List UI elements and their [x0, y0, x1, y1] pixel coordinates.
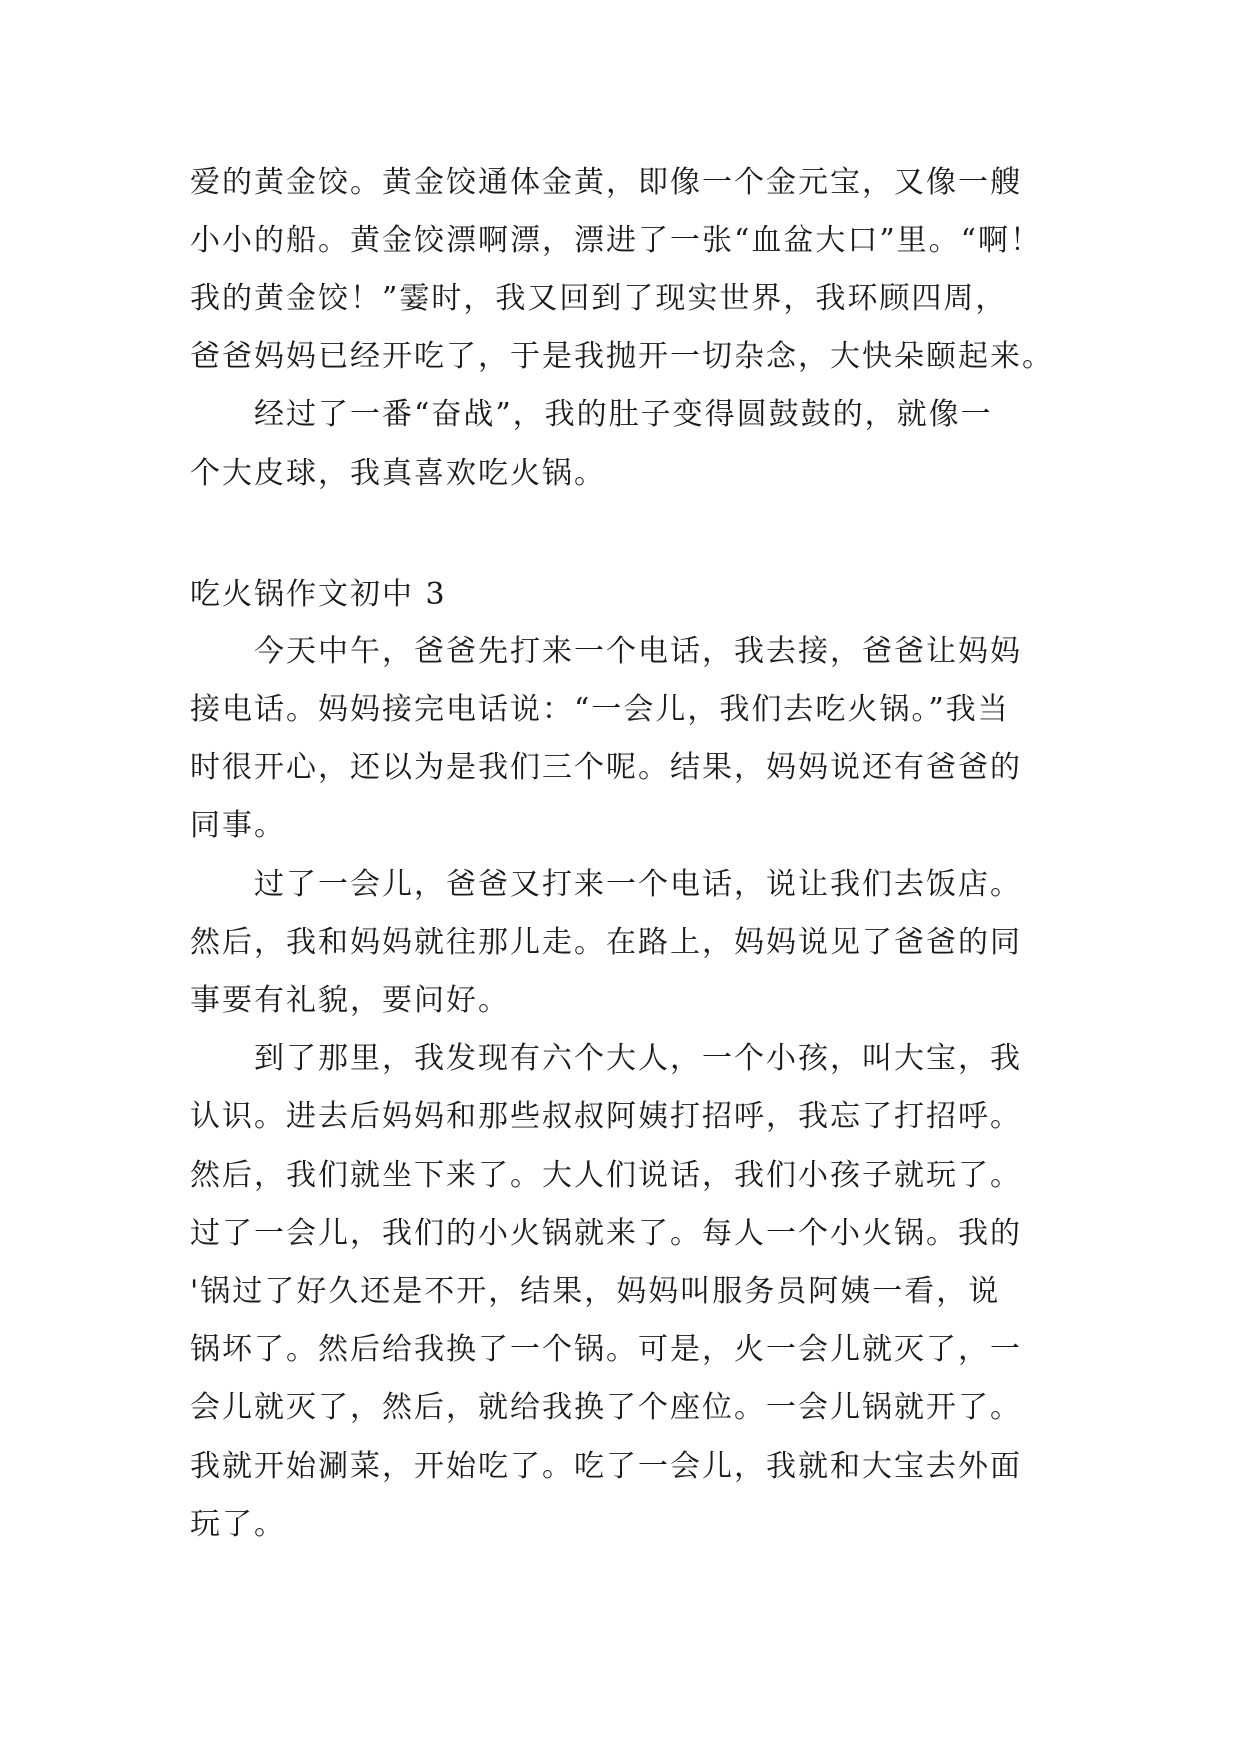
text-line: 经过了一番“奋战”，我的肚子变得圆鼓鼓的，就像一 — [190, 397, 993, 432]
section-heading: 吃火锅作文初中 3 — [190, 577, 447, 612]
text-line: 爱的黄金饺。黄金饺通体金黄，即像一个金元宝，又像一艘 — [190, 165, 1022, 200]
text-line: 我的黄金饺！”霎时，我又回到了现实世界，我环顾四周， — [190, 281, 1008, 316]
text-line: 爸爸妈妈已经开吃了，于是我抛开一切杂念，大快朵颐起来。 — [190, 339, 1054, 374]
text-line: 锅坏了。然后给我换了一个锅。可是，火一会儿就灭了，一 — [190, 1332, 1022, 1367]
text-line: 事要有礼貌，要问好。 — [190, 983, 510, 1018]
text-line: 时很开心，还以为是我们三个呢。结果，妈妈说还有爸爸的 — [190, 750, 1022, 785]
text-line: '锅过了好久还是不开，结果，妈妈叫服务员阿姨一看，说 — [190, 1274, 1001, 1309]
text-line: 过了一会儿，我们的小火锅就来了。每人一个小火锅。我的 — [190, 1216, 1022, 1251]
text-line: 今天中午，爸爸先打来一个电话，我去接，爸爸让妈妈 — [190, 634, 1022, 669]
text-line: 会儿就灭了，然后，就给我换了个座位。一会儿锅就开了。 — [190, 1390, 1022, 1425]
text-line: 然后，我们就坐下来了。大人们说话，我们小孩子就玩了。 — [190, 1158, 1022, 1193]
text-line: 接电话。妈妈接完电话说：“一会儿，我们去吃火锅。”我当 — [190, 692, 1010, 727]
text-line: 同事。 — [190, 808, 286, 843]
text-line: 个大皮球，我真喜欢吃火锅。 — [190, 456, 606, 491]
text-line: 到了那里，我发现有六个大人，一个小孩，叫大宝，我 — [190, 1041, 1022, 1076]
text-line: 然后，我和妈妈就往那儿走。在路上，妈妈说见了爸爸的同 — [190, 925, 1022, 960]
text-line: 玩了。 — [190, 1507, 286, 1542]
text-line: 小小的船。黄金饺漂啊漂，漂进了一张“血盆大口”里。“啊！ — [190, 223, 1043, 258]
text-line: 认识。进去后妈妈和那些叔叔阿姨打招呼，我忘了打招呼。 — [190, 1099, 1022, 1134]
text-line: 过了一会儿，爸爸又打来一个电话，说让我们去饭店。 — [190, 867, 1022, 902]
text-line: 我就开始涮菜，开始吃了。吃了一会儿，我就和大宝去外面 — [190, 1449, 1022, 1484]
